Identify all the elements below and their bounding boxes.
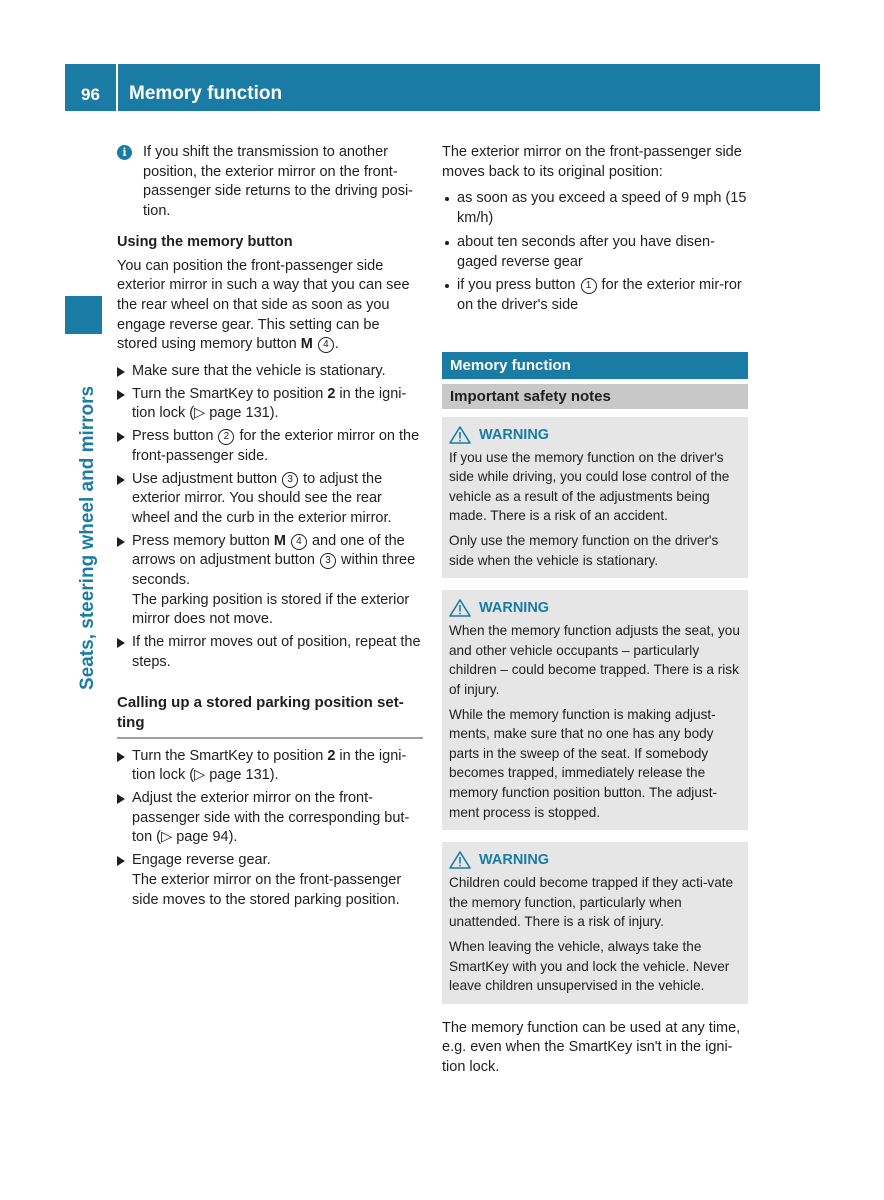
warning-label: WARNING: [479, 852, 550, 869]
bullet-dot: [445, 197, 449, 201]
step-item: Press memory button M 4 and one of the arrows on adjustment button 3 within three seconds. The parking position is stored if the exterior mirror does not move.: [117, 532, 423, 631]
bullet-dot: [445, 241, 449, 245]
step-arrow-icon: [117, 475, 125, 485]
step-result: The parking position is stored if the exterior mirror does not move.: [132, 591, 410, 628]
step-item: Make sure that the vehicle is stationary.: [117, 362, 423, 382]
closing-paragraph: The memory function can be used at any time, e.g. even when the SmartKey isn't in the igni-tion lock.: [442, 1019, 741, 1076]
circled-number-2: 2: [218, 429, 234, 445]
chapter-tab-label: Seats, steering wheel and mirrors: [77, 385, 98, 690]
warning-header: [449, 598, 740, 618]
bullet-dot: [445, 284, 449, 288]
bullet-item: about ten seconds after you have disen-gaged reverse gear: [442, 233, 748, 272]
warning-triangle-icon: [449, 851, 471, 869]
warning-text: When the memory function adjusts the seat, you and other vehicle occupants – particularly children – could become trapped. There is a risk of injury.: [449, 623, 740, 697]
using-memory-heading: Using the memory button: [117, 233, 293, 250]
step-arrow-icon: [117, 537, 125, 547]
section-heading-memory-function: Memory function: [442, 352, 748, 379]
warning-box: [442, 842, 748, 1004]
bullet-item: as soon as you exceed a speed of 9 mph (15 km/h): [442, 189, 748, 228]
warning-triangle-icon: [449, 426, 471, 444]
step-arrow-icon: [117, 390, 125, 400]
step-arrow-icon: [117, 752, 125, 762]
page-title: Memory function: [129, 83, 283, 104]
step-arrow-icon: [117, 638, 125, 648]
subsection-heading-safety-notes: Important safety notes: [442, 384, 748, 409]
step-item: Engage reverse gear. The exterior mirror on the front-passenger side moves to the stored parking position.: [117, 851, 423, 910]
circled-number-1: 1: [581, 278, 597, 294]
step-result: The exterior mirror on the front-passenger side moves to the stored parking position.: [132, 871, 402, 908]
bullet-item: if you press button 1 for the exterior mir-ror on the driver's side: [442, 276, 748, 315]
step-item: Use adjustment button 3 to adjust the exterior mirror. You should see the rear wheel and the curb in the exterior mirror.: [117, 470, 423, 529]
circled-number-4: 4: [291, 534, 307, 550]
using-memory-paragraph: You can position the front-passenger side exterior mirror in such a way that you can see the rear wheel on that side as soon as you engage reverse gear. This setting can be stored using memory button M 4 .: [117, 257, 410, 353]
circled-number-3: 3: [320, 553, 336, 569]
header-divider: [116, 64, 118, 111]
calling-up-heading: Calling up a stored parking position set-ting: [117, 693, 423, 739]
warning-triangle-icon: [449, 599, 471, 617]
step-item: Adjust the exterior mirror on the front-passenger side with the corresponding but-ton (▷ page 94).: [117, 789, 423, 848]
warning-text: Only use the memory function on the driver's side when the vehicle is stationary.: [449, 533, 719, 568]
warning-box: [442, 590, 748, 830]
info-note-text: If you shift the transmission to another position, the exterior mirror on the front-passenger side returns to the driving posi-tion.: [143, 144, 414, 220]
warning-label: WARNING: [479, 600, 550, 617]
warning-label: WARNING: [479, 426, 550, 443]
left-column: [117, 143, 423, 913]
warning-text: If you use the memory function on the driver's side while driving, you could lose control of the vehicle as a result of the adjustments being made. There is a risk of an accident.: [449, 449, 730, 524]
mirror-return-intro: The exterior mirror on the front-passenger side moves back to its original position:: [442, 144, 742, 180]
step-arrow-icon: [117, 367, 125, 377]
info-note: [117, 143, 423, 222]
info-icon: i: [117, 145, 132, 160]
circled-number-4: 4: [318, 337, 334, 353]
step-arrow-icon: [117, 432, 125, 442]
step-item: Press button 2 for the exterior mirror on the front-passenger side.: [117, 427, 423, 466]
warning-header: [449, 425, 740, 445]
step-item: If the mirror moves out of position, repeat the steps.: [117, 633, 423, 672]
circled-number-3: 3: [282, 472, 298, 488]
step-arrow-icon: [117, 794, 125, 804]
page-header: [65, 64, 820, 111]
step-arrow-icon: [117, 856, 125, 866]
chapter-tab-marker: [65, 296, 102, 334]
warning-text: While the memory function is making adjust-ments, make sure that no one has any body parts in the sweep of the seat. If somebody becomes trapped, immediately release the memory function position button. The adjust-ment process is stopped.: [449, 706, 717, 820]
warning-header: [449, 850, 740, 870]
warning-text: Children could become trapped if they acti-vate the memory function, particularly when unattended. There is a risk of injury.: [449, 875, 734, 930]
step-item: Turn the SmartKey to position 2 in the igni-tion lock (▷ page 131).: [117, 747, 423, 786]
step-item: Turn the SmartKey to position 2 in the igni-tion lock (▷ page 131).: [117, 385, 423, 424]
warning-text: When leaving the vehicle, always take the SmartKey with you and lock the vehicle. Never leave children unsupervised in the vehicle.: [449, 938, 730, 994]
right-column: [442, 143, 748, 1078]
memory-button-m: M: [300, 336, 313, 353]
warning-box: [442, 417, 748, 579]
page-number: 96: [81, 85, 100, 104]
